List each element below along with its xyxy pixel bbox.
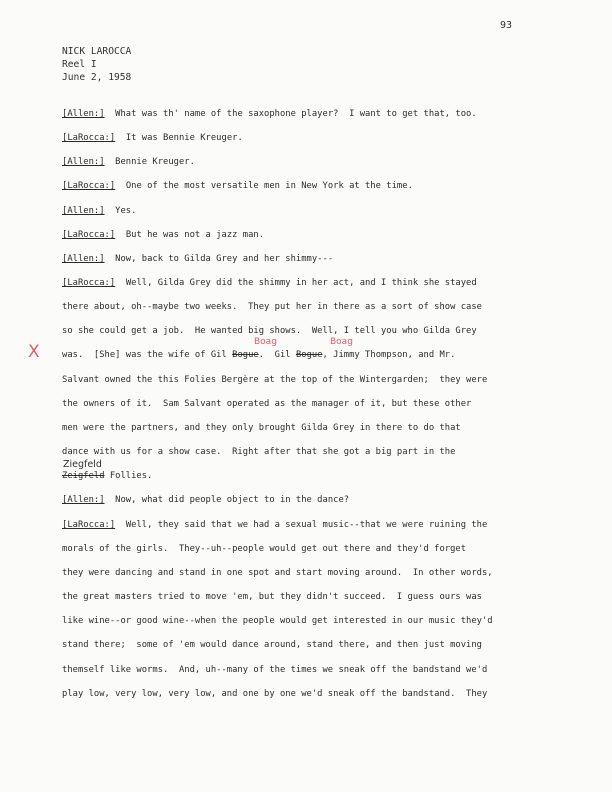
- line-18: [LaRocca:] Well, they said that we had a sexual music--that we were ruining the: [62, 520, 488, 530]
- line-2: [LaRocca:] It was Bennie Kreuger.: [62, 133, 243, 143]
- line-25: play low, very low, very low, and one by one we'd sneak off the bandstand. They: [62, 689, 488, 699]
- line-4: [LaRocca:] One of the most versatile men in New York at the time.: [62, 181, 413, 191]
- line-15: dance with us for a show case. Right after that she got a big part in the: [62, 447, 456, 457]
- line-7: [Allen:] Now, back to Gilda Grey and her shimmy---: [62, 254, 334, 264]
- line-5: [Allen:] Yes.: [62, 206, 137, 216]
- speaker-larocca: [LaRocca:]: [62, 133, 116, 143]
- speaker-larocca: [LaRocca:]: [62, 278, 116, 288]
- line-21: the great masters tried to move 'em, but they didn't succeed. I guess ours was: [62, 592, 482, 602]
- line-17: [Allen:] Now, what did people object to in the dance?: [62, 495, 350, 505]
- struck-word: Bogue: [232, 350, 259, 360]
- speaker-allen: [Allen:]: [62, 206, 105, 216]
- speaker-allen: [Allen:]: [62, 109, 105, 119]
- page-number: 93: [500, 20, 513, 31]
- speaker-larocca: [LaRocca:]: [62, 520, 116, 530]
- line-14: men were the partners, and they only brought Gilda Grey in there to do that: [62, 423, 461, 433]
- correction-boag-1: Boag: [254, 337, 277, 347]
- line-13: the owners of it. Sam Salvant operated as the manager of it, but these other: [62, 399, 472, 409]
- header-name: NICK LAROCCA: [62, 46, 132, 57]
- correction-boag-2: Boag: [330, 337, 353, 347]
- speaker-allen: [Allen:]: [62, 495, 105, 505]
- header-reel: Reel I: [62, 59, 97, 70]
- correction-ziegfeld: Ziegfeld: [63, 459, 102, 470]
- line-24: themself like worms. And, uh--many of the times we sneak off the bandstand we'd: [62, 665, 488, 675]
- speaker-allen: [Allen:]: [62, 157, 105, 167]
- line-11: was. [She] was the wife of Gil Bogue. Gil Bogue, Jimmy Thompson, and Mr.: [62, 350, 456, 360]
- header-date: June 2, 1958: [62, 72, 132, 83]
- line-16: Zeigfeld Follies.: [62, 471, 153, 481]
- struck-word: Bogue: [295, 350, 323, 360]
- speaker-larocca: [LaRocca:]: [62, 181, 116, 191]
- speaker-allen: [Allen:]: [62, 254, 105, 264]
- line-23: stand there; some of 'em would dance around, stand there, and then just moving: [62, 640, 482, 650]
- line-10: so she could get a job. He wanted big shows. Well, I tell you who Gilda Grey: [62, 326, 477, 336]
- line-3: [Allen:] Bennie Kreuger.: [62, 157, 195, 167]
- margin-x-mark: X: [28, 342, 40, 362]
- speaker-larocca: [LaRocca:]: [62, 230, 116, 240]
- line-19: morals of the girls. They--uh--people would get out there and they'd forget: [62, 544, 467, 554]
- line-1: [Allen:] What was th' name of the saxophone player? I want to get that, too.: [62, 109, 477, 119]
- struck-word: Zeigfeld: [62, 471, 105, 481]
- line-20: they were dancing and stand in one spot and start moving around. In other words,: [62, 568, 493, 578]
- line-9: there about, oh--maybe two weeks. They put her in there as a sort of show case: [62, 302, 482, 312]
- line-22: like wine--or good wine--when the people would get interested in our music they'd: [62, 616, 493, 626]
- line-12: Salvant owned the this Folies Bergère at the top of the Wintergarden; they were: [62, 375, 488, 385]
- line-6: [LaRocca:] But he was not a jazz man.: [62, 230, 265, 240]
- line-8: [LaRocca:] Well, Gilda Grey did the shimmy in her act, and I think she stayed: [62, 278, 477, 288]
